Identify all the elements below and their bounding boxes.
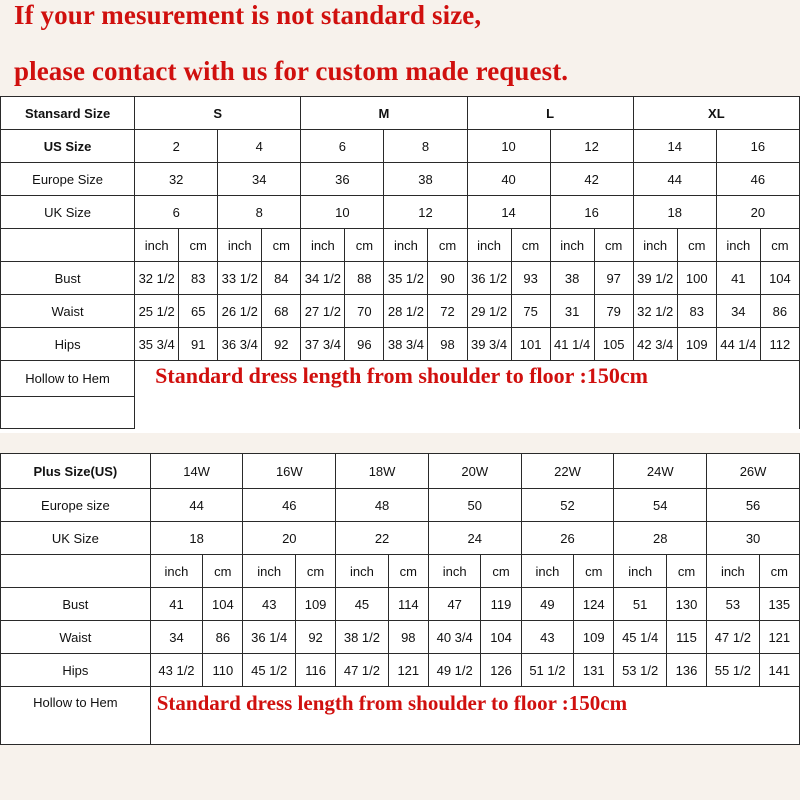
plus-europe-size-value: 56: [707, 489, 800, 522]
unit-inch: inch: [243, 555, 296, 588]
standard-size-chart: [0, 96, 800, 433]
measure-value: 51: [614, 588, 667, 621]
measure-value: 45 1/2: [243, 654, 296, 687]
unit-inch: inch: [707, 555, 760, 588]
measure-label: Hips: [1, 654, 151, 687]
plus-europe-size-value: 54: [614, 489, 707, 522]
plus-hem-row: [1, 687, 800, 745]
unit-inch: inch: [614, 555, 667, 588]
measure-value: 105: [594, 328, 633, 361]
measure-value: 44 1/4: [716, 328, 760, 361]
measure-value: 96: [345, 328, 384, 361]
uk-size-value: 16: [550, 196, 633, 229]
unit-cm: cm: [677, 229, 716, 262]
unit-cm: cm: [760, 229, 799, 262]
plus-size-row: [1, 454, 800, 489]
measure-value: 93: [511, 262, 550, 295]
europe-size-value: 36: [301, 163, 384, 196]
unit-inch: inch: [384, 229, 428, 262]
measure-value: 65: [179, 295, 218, 328]
hem-label: Hollow to Hem: [1, 687, 151, 745]
plus-uk-size-value: 20: [243, 522, 336, 555]
measure-value: 47 1/2: [707, 621, 760, 654]
unit-inch: inch: [135, 229, 179, 262]
hem-row: [1, 361, 800, 397]
uk-size-value: 18: [633, 196, 716, 229]
standard-size-table: [0, 96, 800, 429]
plus-measure-row-hips: [1, 654, 800, 687]
size-group-header: XL: [633, 97, 799, 130]
us-size-value: 16: [716, 130, 799, 163]
us-size-row: [1, 130, 800, 163]
plus-uk-size-row: [1, 522, 800, 555]
measure-value: 104: [481, 621, 521, 654]
measure-value: 131: [574, 654, 614, 687]
measure-value: 83: [677, 295, 716, 328]
unit-cm: cm: [345, 229, 384, 262]
measure-value: 45 1/4: [614, 621, 667, 654]
measure-value: 109: [574, 621, 614, 654]
measure-value: 135: [759, 588, 799, 621]
plus-europe-size-value: 52: [521, 489, 614, 522]
unit-inch: inch: [521, 555, 574, 588]
unit-cm: cm: [574, 555, 614, 588]
unit-inch: inch: [716, 229, 760, 262]
unit-inch: inch: [633, 229, 677, 262]
measure-value: 27 1/2: [301, 295, 345, 328]
measure-value: 33 1/2: [218, 262, 262, 295]
us-size-value: 6: [301, 130, 384, 163]
measure-value: 100: [677, 262, 716, 295]
us-size-value: 2: [135, 130, 218, 163]
plus-europe-size-value: 46: [243, 489, 336, 522]
unit-label-empty: [1, 229, 135, 262]
measure-value: 51 1/2: [521, 654, 574, 687]
europe-size-value: 46: [716, 163, 799, 196]
measure-value: 101: [511, 328, 550, 361]
standard-size-title: Stansard Size: [1, 97, 135, 130]
us-size-label: US Size: [1, 130, 135, 163]
measure-value: 36 3/4: [218, 328, 262, 361]
measure-value: 35 1/2: [384, 262, 428, 295]
unit-cm: cm: [388, 555, 428, 588]
notice-line-1: If your mesurement is not standard size,: [14, 0, 482, 30]
europe-size-value: 44: [633, 163, 716, 196]
plus-uk-size-value: 18: [150, 522, 243, 555]
plus-size-table: [0, 453, 800, 745]
measure-value: 39 3/4: [467, 328, 511, 361]
unit-cm: cm: [594, 229, 633, 262]
plus-size-header: 16W: [243, 454, 336, 489]
standard-length-note: Standard dress length from shoulder to floor :150cm: [155, 363, 648, 388]
measure-label: Bust: [1, 262, 135, 295]
europe-size-value: 32: [135, 163, 218, 196]
measure-value: 104: [203, 588, 243, 621]
plus-size-title: Plus Size(US): [1, 454, 151, 489]
measure-value: 88: [345, 262, 384, 295]
hem-label: Hollow to Hem: [1, 361, 135, 397]
measure-value: 34: [150, 621, 203, 654]
measure-value: 84: [262, 262, 301, 295]
europe-size-label: Europe Size: [1, 163, 135, 196]
uk-size-row: [1, 196, 800, 229]
measure-value: 28 1/2: [384, 295, 428, 328]
us-size-value: 4: [218, 130, 301, 163]
us-size-value: 8: [384, 130, 467, 163]
measure-value: 92: [262, 328, 301, 361]
size-group-header: M: [301, 97, 467, 130]
measure-value: 83: [179, 262, 218, 295]
plus-unit-row: [1, 555, 800, 588]
measure-value: 121: [759, 621, 799, 654]
measure-value: 68: [262, 295, 301, 328]
measure-value: 34: [716, 295, 760, 328]
measure-value: 109: [677, 328, 716, 361]
measure-value: 91: [179, 328, 218, 361]
measure-value: 39 1/2: [633, 262, 677, 295]
plus-europe-size-value: 50: [428, 489, 521, 522]
unit-cm: cm: [203, 555, 243, 588]
measure-label: Waist: [1, 295, 135, 328]
measure-value: 31: [550, 295, 594, 328]
measure-value: 41 1/4: [550, 328, 594, 361]
measure-value: 53: [707, 588, 760, 621]
measure-value: 116: [295, 654, 335, 687]
plus-uk-size-label: UK Size: [1, 522, 151, 555]
measure-value: 109: [295, 588, 335, 621]
plus-size-header: 24W: [614, 454, 707, 489]
europe-size-value: 40: [467, 163, 550, 196]
plus-uk-size-value: 22: [336, 522, 429, 555]
measure-value: 136: [666, 654, 706, 687]
plus-europe-size-value: 48: [336, 489, 429, 522]
measure-value: 121: [388, 654, 428, 687]
europe-size-row: [1, 163, 800, 196]
unit-inch: inch: [550, 229, 594, 262]
size-group-header: L: [467, 97, 633, 130]
measure-value: 38: [550, 262, 594, 295]
measure-value: 43 1/2: [150, 654, 203, 687]
size-group-header: S: [135, 97, 301, 130]
measure-value: 55 1/2: [707, 654, 760, 687]
measure-value: 38 3/4: [384, 328, 428, 361]
measure-value: 35 3/4: [135, 328, 179, 361]
plus-size-header: 14W: [150, 454, 243, 489]
measure-value: 36 1/2: [467, 262, 511, 295]
plus-length-note: Standard dress length from shoulder to floor :150cm: [156, 691, 628, 715]
measure-value: 86: [760, 295, 799, 328]
measure-value: 112: [760, 328, 799, 361]
unit-inch: inch: [301, 229, 345, 262]
plus-uk-size-value: 26: [521, 522, 614, 555]
measure-value: 43: [521, 621, 574, 654]
unit-inch: inch: [150, 555, 203, 588]
measure-value: 49 1/2: [428, 654, 481, 687]
uk-size-label: UK Size: [1, 196, 135, 229]
measure-value: 47 1/2: [336, 654, 389, 687]
measure-value: 29 1/2: [467, 295, 511, 328]
unit-cm: cm: [666, 555, 706, 588]
measure-row-waist: [1, 295, 800, 328]
europe-size-value: 34: [218, 163, 301, 196]
plus-measure-row-bust: [1, 588, 800, 621]
measure-value: 141: [759, 654, 799, 687]
plus-europe-size-label: Europe size: [1, 489, 151, 522]
us-size-value: 14: [633, 130, 716, 163]
measure-value: 126: [481, 654, 521, 687]
plus-size-header: 20W: [428, 454, 521, 489]
measure-value: 115: [666, 621, 706, 654]
unit-cm: cm: [759, 555, 799, 588]
uk-size-value: 20: [716, 196, 799, 229]
measure-value: 119: [481, 588, 521, 621]
notice-line-2: please contact with us for custom made request.: [14, 56, 569, 86]
measure-value: 90: [428, 262, 467, 295]
measure-value: 36 1/4: [243, 621, 296, 654]
uk-size-value: 12: [384, 196, 467, 229]
measure-label: Waist: [1, 621, 151, 654]
us-size-value: 10: [467, 130, 550, 163]
unit-cm: cm: [511, 229, 550, 262]
plus-size-chart: [0, 453, 800, 745]
measure-value: 43: [243, 588, 296, 621]
unit-inch: inch: [428, 555, 481, 588]
unit-cm: cm: [428, 229, 467, 262]
measure-label: Hips: [1, 328, 135, 361]
plus-uk-size-value: 28: [614, 522, 707, 555]
unit-cm: cm: [179, 229, 218, 262]
measure-value: 42 3/4: [633, 328, 677, 361]
plus-size-header: 18W: [336, 454, 429, 489]
measure-value: 47: [428, 588, 481, 621]
measure-value: 32 1/2: [633, 295, 677, 328]
plus-size-header: 26W: [707, 454, 800, 489]
measure-value: 41: [716, 262, 760, 295]
unit-inch: inch: [467, 229, 511, 262]
measure-value: 40 3/4: [428, 621, 481, 654]
measure-value: 72: [428, 295, 467, 328]
us-size-value: 12: [550, 130, 633, 163]
measure-value: 79: [594, 295, 633, 328]
unit-inch: inch: [218, 229, 262, 262]
plus-europe-size-value: 44: [150, 489, 243, 522]
measure-value: 38 1/2: [336, 621, 389, 654]
unit-label-empty: [1, 555, 151, 588]
measure-value: 114: [388, 588, 428, 621]
measure-value: 98: [388, 621, 428, 654]
unit-row: [1, 229, 800, 262]
measure-value: 25 1/2: [135, 295, 179, 328]
plus-europe-size-row: [1, 489, 800, 522]
measure-value: 75: [511, 295, 550, 328]
plus-uk-size-value: 24: [428, 522, 521, 555]
measure-value: 37 3/4: [301, 328, 345, 361]
plus-measure-row-waist: [1, 621, 800, 654]
measure-value: 26 1/2: [218, 295, 262, 328]
hem-empty-cell: [1, 397, 135, 429]
hem-note-cell: [135, 361, 800, 429]
measure-row-bust: [1, 262, 800, 295]
uk-size-value: 6: [135, 196, 218, 229]
measure-value: 41: [150, 588, 203, 621]
unit-cm: cm: [295, 555, 335, 588]
measure-value: 124: [574, 588, 614, 621]
measure-value: 97: [594, 262, 633, 295]
measure-value: 86: [203, 621, 243, 654]
europe-size-value: 42: [550, 163, 633, 196]
measure-row-hips: [1, 328, 800, 361]
measure-value: 98: [428, 328, 467, 361]
unit-cm: cm: [262, 229, 301, 262]
uk-size-value: 10: [301, 196, 384, 229]
measure-value: 104: [760, 262, 799, 295]
size-group-row: [1, 97, 800, 130]
europe-size-value: 38: [384, 163, 467, 196]
unit-inch: inch: [336, 555, 389, 588]
measure-value: 32 1/2: [135, 262, 179, 295]
measure-value: 34 1/2: [301, 262, 345, 295]
plus-size-header: 22W: [521, 454, 614, 489]
measure-value: 130: [666, 588, 706, 621]
measure-value: 53 1/2: [614, 654, 667, 687]
hem-note-cell: [150, 687, 799, 745]
measure-value: 49: [521, 588, 574, 621]
measure-label: Bust: [1, 588, 151, 621]
measure-value: 92: [295, 621, 335, 654]
uk-size-value: 8: [218, 196, 301, 229]
measure-value: 45: [336, 588, 389, 621]
uk-size-value: 14: [467, 196, 550, 229]
unit-cm: cm: [481, 555, 521, 588]
measure-value: 70: [345, 295, 384, 328]
measure-value: 110: [203, 654, 243, 687]
plus-uk-size-value: 30: [707, 522, 800, 555]
